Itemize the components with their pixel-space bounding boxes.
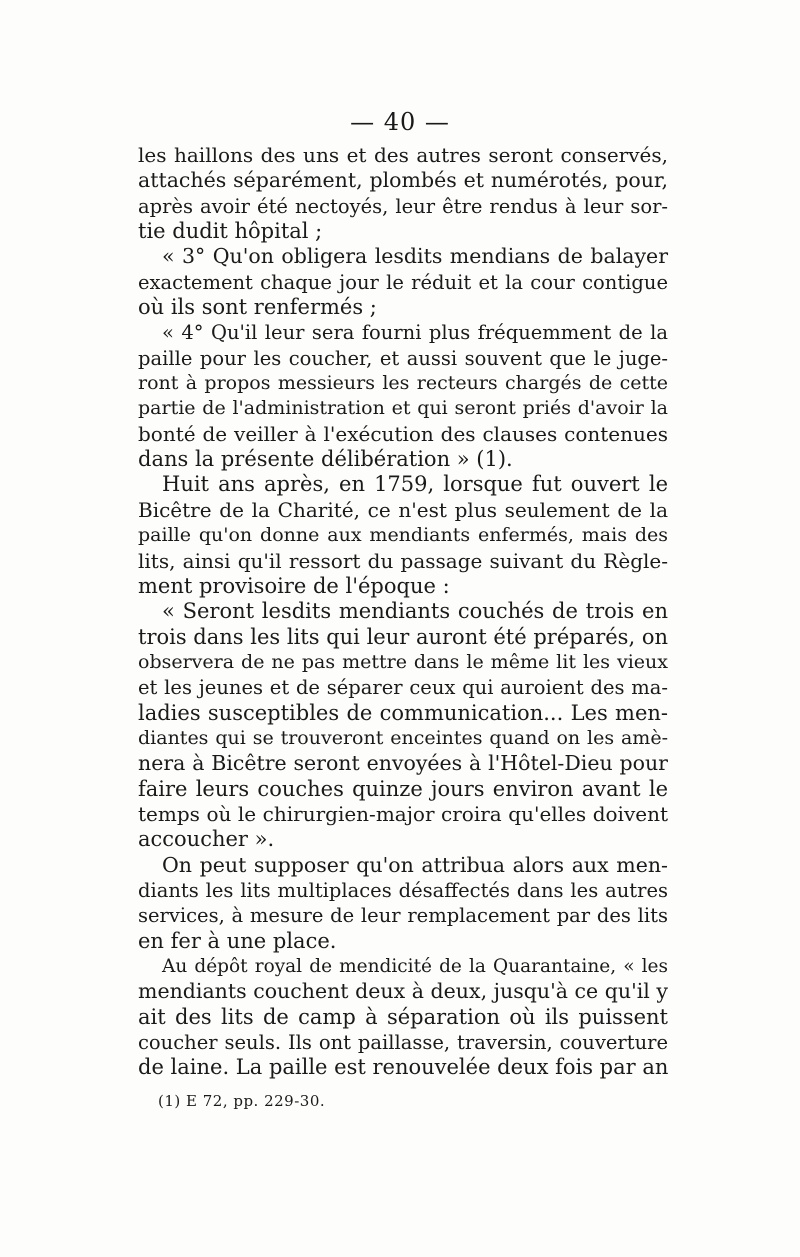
text-line: accoucher ». [138, 827, 275, 852]
paragraph [138, 954, 668, 1081]
page-number: — 40 — [350, 108, 450, 136]
text-line: Huit ans après, en 1759, lorsque fut ouvert le [162, 472, 668, 497]
text-line: faire leurs couches quinze jours environ avant le [138, 776, 668, 801]
text-line: « Seront lesdits mendiants couchés de trois en [162, 599, 668, 624]
paragraph [138, 320, 668, 472]
text-line: bonté de veiller à l'exécution des clauses contenues [138, 421, 668, 446]
text-line: coucher seuls. Ils ont paillasse, traversin, couverture [138, 1031, 668, 1055]
text-line: ment provisoire de l'époque : [138, 573, 450, 598]
text-line: services, à mesure de leur remplacement par des lits [138, 904, 668, 928]
text-line: « 3° Qu'on obligera lesdits mendians de balayer [162, 244, 668, 269]
text-line: partie de l'administration et qui seront priés d'avoir la [138, 397, 668, 420]
text-line: où ils sont renfermés ; [138, 295, 377, 320]
text-line: tie dudit hôpital ; [138, 219, 323, 244]
text-line: les haillons des uns et des autres seront conservés, [138, 143, 668, 167]
text-line: On peut supposer qu'on attribua alors aux men- [162, 852, 668, 877]
paragraph [138, 143, 668, 244]
text-line: après avoir été nectoyés, leur être rendus à leur sor- [138, 194, 668, 218]
text-line: paille qu'on donne aux mendiants enfermés, mais des [138, 524, 668, 547]
text-line: « 4° Qu'il leur sera fourni plus fréquemment de la [162, 321, 668, 345]
text-line: dans la présente délibération » (1). [138, 447, 513, 472]
text-line: attachés séparément, plombés et numérotés, pour, [138, 168, 668, 193]
paragraph [138, 472, 668, 599]
text-line: temps où le chirurgien-major croira qu'elles doivent [138, 801, 668, 826]
text-line: Au dépôt royal de mendicité de la Quarantaine, « les [162, 956, 668, 977]
text-line: mendiants couchent deux à deux, jusqu'à ce qu'il y [138, 979, 668, 1004]
text-line: diants les lits multiplaces désaffectés dans les autres [138, 878, 668, 902]
text-line: exactement chaque jour le réduit et la cour contigue [138, 270, 668, 294]
text-line: paille pour les coucher, et aussi souvent que le juge- [138, 346, 668, 370]
text-line: ait des lits de camp à séparation où ils puissent [138, 1004, 668, 1029]
text-line: lits, ainsi qu'il ressort du passage suivant du Règle- [138, 548, 668, 573]
paragraph [138, 599, 668, 852]
body-text [138, 143, 668, 1081]
footnote: (1) E 72, pp. 229-30. [158, 1092, 326, 1110]
text-line: de laine. La paille est renouvelée deux fois par an [138, 1055, 669, 1080]
text-line: ront à propos messieurs les recteurs chargés de cette [138, 372, 668, 395]
text-line: en fer à une place. [138, 928, 337, 953]
text-line: ladies susceptibles de communication... Les men- [138, 700, 668, 725]
text-line: observera de ne pas mettre dans le même lit les vieux [138, 650, 668, 673]
paragraph [138, 853, 668, 954]
text-line: trois dans les lits qui leur auront été préparés, on [138, 624, 668, 649]
text-line: et les jeunes et de séparer ceux qui auroient des ma- [138, 676, 668, 700]
paragraph [138, 244, 668, 320]
text-line: nera à Bicêtre seront envoyées à l'Hôtel-Dieu pour [138, 751, 668, 776]
text-line: Bicêtre de la Charité, ce n'est plus seulement de la [138, 497, 668, 522]
text-line: diantes qui se trouveront enceintes quand on les amè- [138, 726, 668, 749]
